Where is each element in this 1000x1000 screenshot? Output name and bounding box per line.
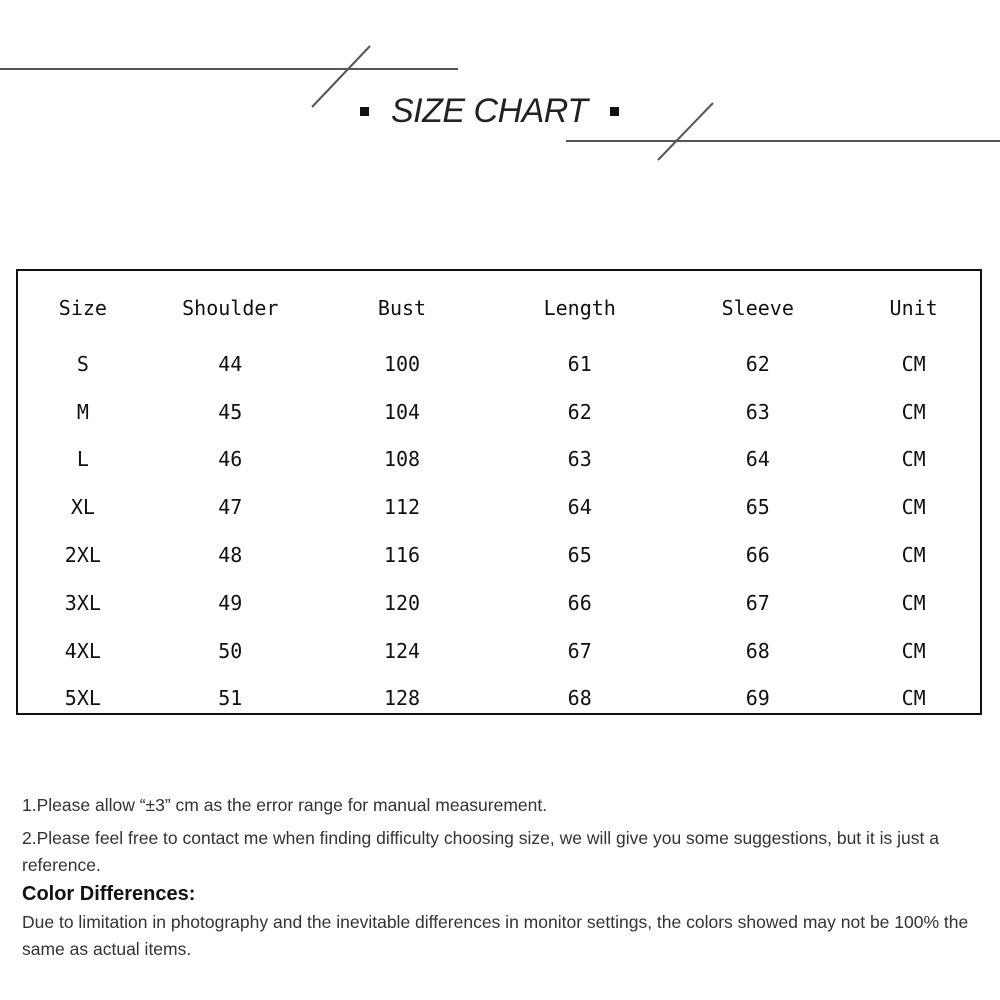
cell-sleeve: 67 — [745, 590, 770, 615]
table-header-row — [18, 271, 980, 340]
cell-sleeve: 65 — [745, 495, 770, 520]
cell-length: 66 — [567, 590, 592, 615]
cell-size: 4XL — [64, 638, 101, 663]
cell-length: 68 — [567, 686, 592, 711]
note-error-range: 1.Please allow “±3” cm as the error range for manual measurement. — [22, 795, 548, 815]
cell-sleeve: 69 — [745, 686, 770, 711]
cell-bust: 108 — [383, 447, 421, 472]
left-square-bullet-icon — [360, 107, 369, 116]
header-sleeve: Sleeve — [721, 296, 794, 320]
cell-length: 63 — [567, 447, 592, 472]
cell-bust: 128 — [383, 686, 421, 711]
cell-shoulder: 44 — [218, 351, 243, 376]
cell-bust: 100 — [383, 351, 421, 376]
cell-unit: CM — [901, 686, 926, 711]
table-row — [18, 436, 980, 484]
cell-unit: CM — [901, 399, 926, 424]
cell-sleeve: 62 — [745, 351, 770, 376]
cell-size: 2XL — [64, 543, 101, 568]
cell-shoulder: 49 — [218, 590, 243, 615]
cell-sleeve: 66 — [745, 543, 770, 568]
table-row — [18, 627, 980, 675]
header-size: Size — [58, 296, 107, 320]
size-table — [18, 271, 980, 722]
header-bust: Bust — [377, 296, 427, 320]
size-table-frame — [16, 269, 982, 715]
cell-size: 3XL — [64, 590, 101, 615]
cell-bust: 116 — [383, 543, 421, 568]
table-row — [18, 388, 980, 436]
cell-shoulder: 50 — [218, 638, 243, 663]
table-row — [18, 531, 980, 579]
cell-sleeve: 64 — [745, 447, 770, 472]
table-row — [18, 579, 980, 627]
cell-size: M — [76, 399, 89, 424]
cell-bust: 104 — [383, 399, 421, 424]
cell-bust: 112 — [383, 495, 421, 520]
cell-shoulder: 47 — [218, 495, 243, 520]
color-differences-text: Due to limitation in photography and the inevitable differences in monitor settings, the colors showed may not be 100% the same as actual items. — [22, 912, 969, 959]
cell-sleeve: 68 — [745, 638, 770, 663]
cell-shoulder: 46 — [218, 447, 243, 472]
cell-unit: CM — [901, 543, 926, 568]
header-length: Length — [543, 296, 616, 320]
cell-bust: 120 — [383, 590, 421, 615]
cell-unit: CM — [901, 638, 926, 663]
table-row — [18, 340, 980, 388]
cell-shoulder: 51 — [218, 686, 243, 711]
top-right-diagonal-line — [658, 103, 713, 160]
cell-length: 62 — [567, 399, 592, 424]
cell-size: 5XL — [64, 686, 101, 711]
header-shoulder: Shoulder — [182, 296, 279, 320]
right-square-bullet-icon — [610, 107, 619, 116]
header-unit: Unit — [889, 296, 938, 320]
cell-unit: CM — [901, 351, 926, 376]
cell-sleeve: 63 — [745, 399, 770, 424]
cell-unit: CM — [901, 495, 926, 520]
color-differences-heading: Color Differences: — [22, 883, 196, 905]
cell-length: 61 — [567, 351, 592, 376]
cell-shoulder: 45 — [218, 399, 243, 424]
table-row — [18, 675, 980, 723]
page-title: SIZE CHART — [391, 91, 588, 130]
cell-length: 65 — [567, 543, 592, 568]
cell-bust: 124 — [383, 638, 421, 663]
cell-size: L — [76, 447, 89, 472]
cell-length: 64 — [567, 495, 592, 520]
cell-shoulder: 48 — [218, 543, 243, 568]
cell-size: XL — [70, 495, 95, 520]
notes-section — [22, 792, 987, 963]
cell-unit: CM — [901, 447, 926, 472]
table-row — [18, 483, 980, 531]
cell-size: S — [76, 351, 89, 376]
cell-length: 67 — [567, 638, 592, 663]
note-contact: 2.Please feel free to contact me when finding difficulty choosing size, we will give you some suggestions, but it is just a reference. — [22, 828, 939, 875]
title-area — [360, 86, 660, 136]
cell-unit: CM — [901, 590, 926, 615]
